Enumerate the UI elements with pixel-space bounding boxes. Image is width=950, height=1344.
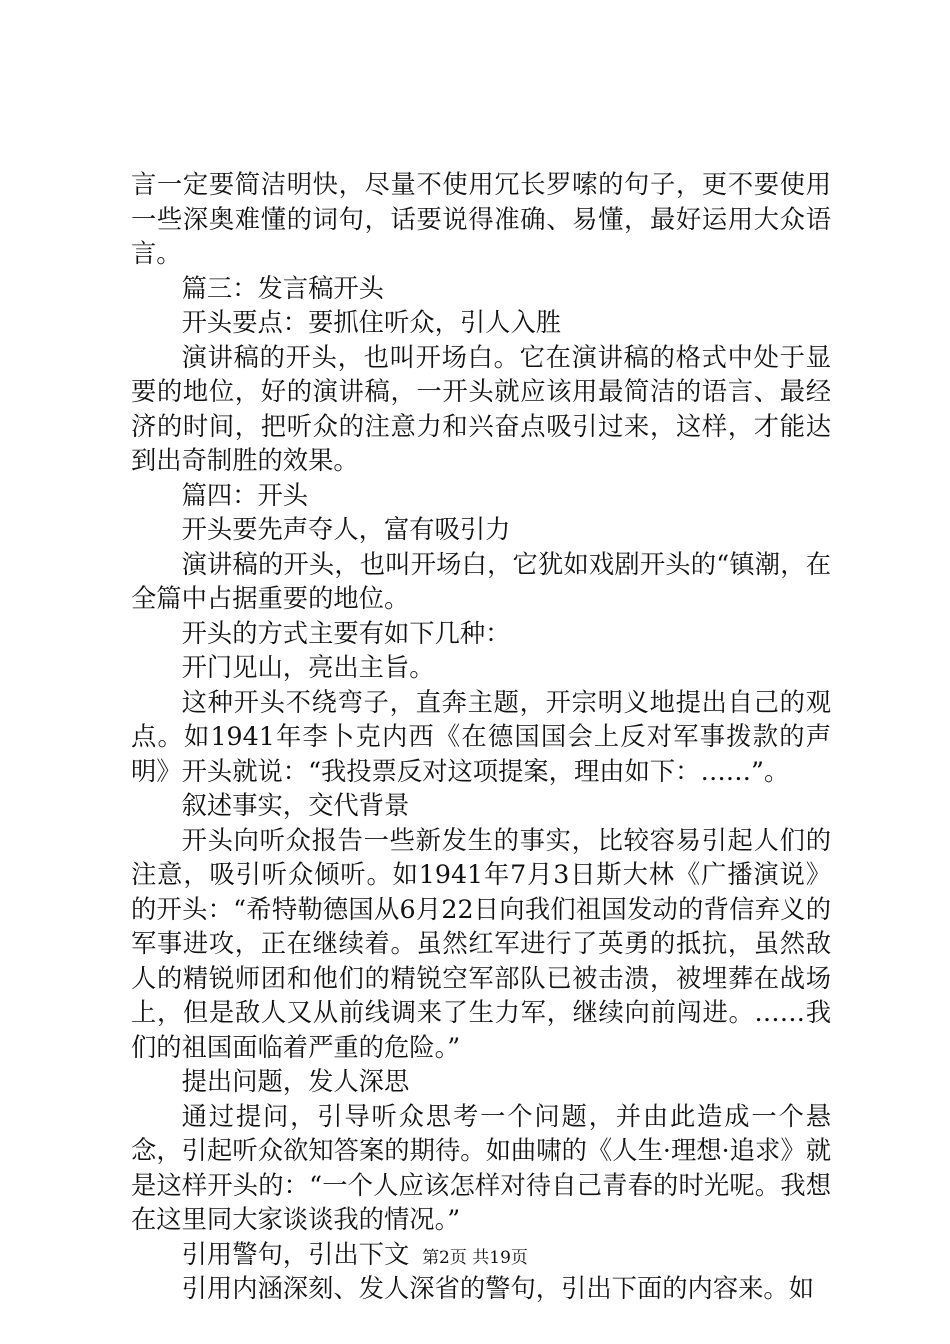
document-body bbox=[131, 168, 831, 1307]
body-paragraph: 开头要点：要抓住听众，引人入胜 bbox=[181, 308, 562, 337]
body-paragraph: 叙述事实，交代背景 bbox=[181, 791, 410, 820]
body-paragraph: 开头的方式主要有如下几种： bbox=[181, 618, 511, 648]
body-paragraph: 开头向听众报告一些新发生的事实，比较容易引起人们的注意，吸引听众倾听。如1941年7月3日斯大林《广播演说》的开头：“希特勒德国从6月22日向我们祖国发动的背信弃义的军事进攻，正在继续着。虽然红军进行了英勇的抵抗，虽然敌人的精锐师团和他们的精锐空军部队已被击溃，被埋葬在战场上，但是敌人又从前线调来了生力军，继续向前闯进。……我们的祖国面临着严重的危险。” bbox=[131, 825, 831, 1062]
page-footer: 第2页 共19页 bbox=[422, 1248, 528, 1268]
body-paragraph: 提出问题，发人深思 bbox=[181, 1067, 410, 1096]
body-paragraph: 言一定要简洁明快，尽量不使用冗长罗嗦的句子，更不要使用一些深奥难懂的词句，话要说得准确、易懂，最好运用大众语言。 bbox=[131, 170, 831, 268]
body-paragraph: 引用内涵深刻、发人深省的警句，引出下面的内容来。如 bbox=[181, 1274, 815, 1303]
body-paragraph: 通过提问，引导听众思考一个问题，并由此造成一个悬念，引起听众欲知答案的期待。如曲啸的《人生·理想·追求》就是这样开头的：“一个人应该怎样对待自己青春的时光呢。我想在这里同大家谈谈我的情况。” bbox=[131, 1101, 831, 1234]
body-paragraph: 引用警句，引出下文 bbox=[181, 1239, 410, 1269]
body-paragraph: 演讲稿的开头，也叫开场白。它在演讲稿的格式中处于显要的地位，好的演讲稿，一开头就应该用最简洁的语言、最经济的时间，把听众的注意力和兴奋点吸引过来，这样，才能达到出奇制胜的效果。 bbox=[131, 342, 831, 475]
body-paragraph: 篇四：开头 bbox=[181, 480, 309, 510]
body-paragraph: 篇三：发言稿开头 bbox=[181, 273, 384, 303]
body-paragraph: 开门见山，亮出主旨。 bbox=[181, 653, 435, 682]
body-paragraph: 这种开头不绕弯子，直奔主题，开宗明义地提出自己的观点。如1941年李卜克内西《在德国国会上反对军事拨款的声明》开头就说：“我投票反对这项提案，理由如下：……”。 bbox=[131, 687, 831, 786]
body-paragraph: 开头要先声夺人，富有吸引力 bbox=[181, 515, 511, 544]
body-paragraph: 演讲稿的开头，也叫开场白，它犹如戏剧开头的“镇潮，在全篇中占据重要的地位。 bbox=[131, 549, 831, 613]
